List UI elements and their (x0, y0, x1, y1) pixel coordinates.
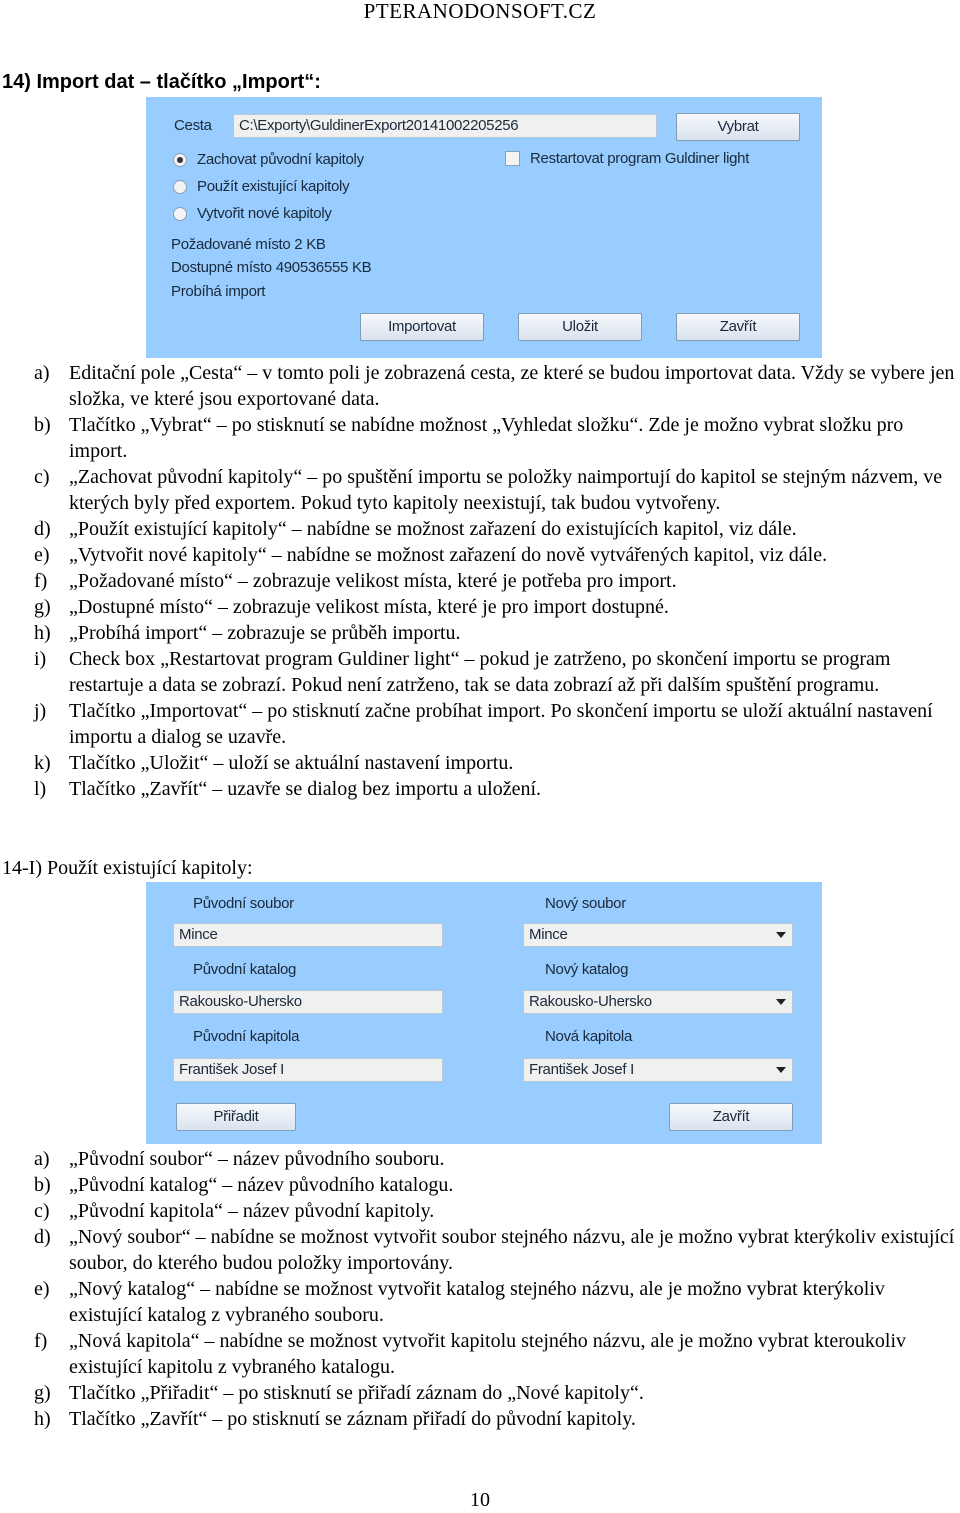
orig-catalog-label: Původní katalog (193, 961, 297, 978)
select-folder-button[interactable]: Vybrat (676, 113, 800, 141)
page-header: PTERANODONSOFT.CZ (363, 0, 597, 23)
save-button[interactable]: Uložit (518, 313, 642, 341)
section-title-import: 14) Import dat – tlačítko „Import“: (2, 71, 321, 93)
radio-keep-chapters-label: Zachovat původní kapitoly (197, 151, 364, 168)
close-button[interactable]: Zavřít (669, 1103, 793, 1131)
assign-button[interactable]: Přiřadit (176, 1103, 296, 1131)
path-input[interactable]: C:\Exporty\GuldinerExport20141002205256 (233, 114, 657, 138)
list-item: k) Tlačítko „Uložit“ – uloží se aktuální nastavení importu. (34, 752, 514, 774)
list-item: h) Tlačítko „Zavřít“ – po stisknutí se záznam přiřadí do původní kapitoly. (34, 1408, 636, 1430)
list-item: c) „Zachovat původní kapitoly“ – po spuštění importu se položky naimportují do kapitol se stejným názvem, ve kterých byly před exportem. Pokud tyto kapitoly neexistují, tak budou vytvořeny. (34, 466, 943, 514)
orig-chapter-label: Původní kapitola (193, 1028, 300, 1045)
chevron-down-icon (776, 1067, 786, 1073)
new-catalog-select[interactable]: Rakousko-Uhersko (523, 990, 793, 1014)
list-item: a) Editační pole „Cesta“ – v tomto poli je zobrazená cesta, ze které se budou importovat data. Vždy se vybere jen složka, ve které jsou exportované data. (34, 362, 955, 410)
list-item: b) Tlačítko „Vybrat“ – po stisknutí se nabídne možnost „Vyhledat složku“. Zde je možno vybrat složku pro import. (34, 414, 904, 462)
list-item: a) „Původní soubor“ – název původního souboru. (34, 1148, 445, 1170)
orig-file-field: Mince (173, 923, 443, 947)
new-chapter-label: Nová kapitola (545, 1028, 632, 1045)
radio-existing-chapters[interactable] (173, 180, 187, 194)
new-catalog-label: Nový katalog (545, 961, 629, 978)
radio-new-chapters[interactable] (173, 207, 187, 221)
list-item: d) „Použít existující kapitoly“ – nabídne se možnost zařazení do existujících kapitol, viz dále. (34, 518, 797, 540)
available-space-label: Dostupné místo 490536555 KB (171, 259, 372, 276)
import-dialog (146, 97, 822, 358)
list-item: g) Tlačítko „Přiřadit“ – po stisknutí se přiřadí záznam do „Nové kapitoly“. (34, 1382, 644, 1404)
list-item: h) „Probíhá import“ – zobrazuje se průběh importu. (34, 622, 461, 644)
chapter-mapping-list (34, 1146, 959, 1432)
restart-checkbox-label: Restartovat program Guldiner light (530, 150, 750, 167)
list-item: f) „Požadované místo“ – zobrazuje velikost místa, které je potřeba pro import. (34, 570, 677, 592)
path-label: Cesta (174, 117, 212, 134)
radio-keep-chapters[interactable] (173, 153, 187, 167)
radio-existing-chapters-label: Použít existující kapitoly (197, 178, 350, 195)
orig-catalog-field: Rakousko-Uhersko (173, 990, 443, 1014)
new-chapter-select[interactable]: František Josef I (523, 1058, 793, 1082)
page-number: 10 (470, 1489, 490, 1511)
radio-new-chapters-label: Vytvořit nové kapitoly (197, 205, 332, 222)
new-file-label: Nový soubor (545, 895, 626, 912)
section-title-existing-chapters: 14-I) Použít existující kapitoly: (2, 857, 253, 879)
list-item: g) „Dostupné místo“ – zobrazuje velikost místa, které je pro import dostupné. (34, 596, 669, 618)
chevron-down-icon (776, 932, 786, 938)
list-item: c) „Původní kapitola“ – název původní kapitoly. (34, 1200, 435, 1222)
import-button[interactable]: Importovat (360, 313, 484, 341)
orig-file-label: Původní soubor (193, 895, 294, 912)
progress-label: Probíhá import (171, 283, 266, 300)
list-item: f) „Nová kapitola“ – nabídne se možnost vytvořit kapitolu stejného názvu, ale je možno vybrat kteroukoliv existující kapitolu z vybraného katalogu. (34, 1330, 907, 1378)
list-item: i) Check box „Restartovat program Guldiner light“ – pokud je zatrženo, po skončení importu se program restartuje a data se zobrazí. Pokud není zatrženo, tak se data zobrazí až při dalším spuštění programu. (34, 648, 891, 696)
import-options-list (34, 360, 959, 802)
list-item: b) „Původní katalog“ – název původního katalogu. (34, 1174, 454, 1196)
close-button[interactable]: Zavřít (676, 313, 800, 341)
restart-checkbox[interactable] (505, 151, 520, 166)
chevron-down-icon (776, 999, 786, 1005)
list-item: e) „Nový katalog“ – nabídne se možnost vytvořit katalog stejného názvu, ale je možno vybrat kterýkoliv existující katalog z vybraného souboru. (34, 1278, 885, 1326)
list-item: l) Tlačítko „Zavřít“ – uzavře se dialog bez importu a uložení. (34, 778, 542, 800)
chapter-mapping-dialog (146, 882, 822, 1144)
list-item: j) Tlačítko „Importovat“ – po stisknutí začne probíhat import. Po skončení importu se uloží aktuální nastavení importu a dialog se uzavře. (34, 700, 933, 748)
new-file-select[interactable]: Mince (523, 923, 793, 947)
list-item: d) „Nový soubor“ – nabídne se možnost vytvořit soubor stejného názvu, ale je možno vybrat kterýkoliv existující soubor, do kterého budou položky importovány. (34, 1226, 955, 1274)
list-item: e) „Vytvořit nové kapitoly“ – nabídne se možnost zařazení do nově vytvářených kapitol, viz dále. (34, 544, 828, 566)
orig-chapter-field: František Josef I (173, 1058, 443, 1082)
required-space-label: Požadované místo 2 KB (171, 236, 326, 253)
